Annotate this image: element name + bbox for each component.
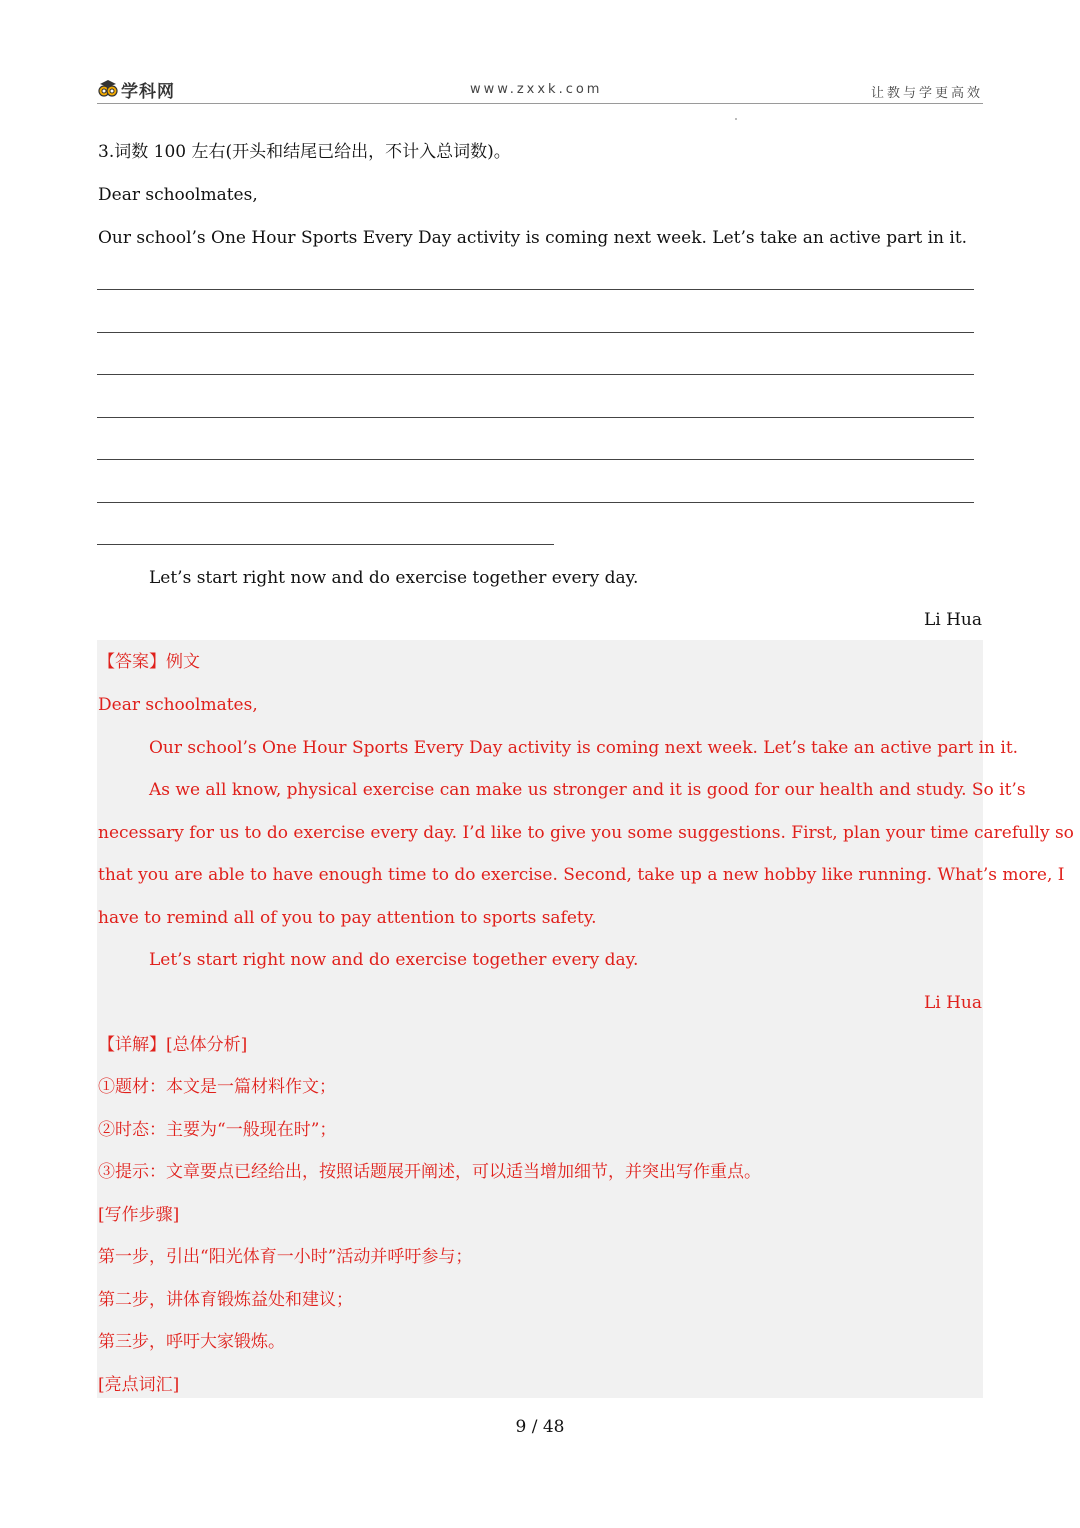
analysis-item-2: ②时态：主要为“一般现在时”； xyxy=(98,1120,337,1140)
vocab-label: [亮点词汇] xyxy=(98,1375,180,1395)
page-number: 9 / 48 xyxy=(515,1417,565,1437)
answer-paragraph-1: Our school’s One Hour Sports Every Day activity is coming next week. Let’s take an active part in it. xyxy=(149,738,1019,758)
answer-blank-line xyxy=(97,459,974,460)
answer-paragraph-3: Let’s start right now and do exercise together every day. xyxy=(149,950,639,970)
logo-text: 学科网 xyxy=(121,81,175,102)
scan-dot xyxy=(735,118,737,120)
answer-blank-line xyxy=(97,544,554,545)
answer-blank-line xyxy=(97,374,974,375)
site-url[interactable]: www.zxxk.com xyxy=(470,82,603,97)
analysis-item-1: ①题材：本文是一篇材料作文； xyxy=(98,1077,336,1097)
analysis-item-3: ③提示：文章要点已经给出，按照话题展开阐述，可以适当增加细节，并突出写作重点。 xyxy=(98,1162,761,1182)
letter-opening: Our school’s One Hour Sports Every Day activity is coming next week. Let’s take an active part in it. xyxy=(98,228,968,248)
letter-closing: Let’s start right now and do exercise together every day. xyxy=(149,568,639,588)
header-slogan: 让教与学更高效 xyxy=(870,86,983,101)
answer-paragraph-2-line-4: have to remind all of you to pay attention to sports safety. xyxy=(98,908,597,928)
owl-logo-icon xyxy=(97,78,119,100)
step-1: 第一步，引出“阳光体育一小时”活动并呼吁参与； xyxy=(98,1247,473,1267)
answer-signature: Li Hua xyxy=(923,993,982,1013)
answer-blank-line xyxy=(97,332,974,333)
answer-blank-line xyxy=(97,502,974,503)
answer-paragraph-2-line-3: that you are able to have enough time to do exercise. Second, take up a new hobby like running. What’s more, I xyxy=(98,865,1065,885)
answer-greeting: Dear schoolmates, xyxy=(98,695,258,715)
answer-blank-line xyxy=(97,417,974,418)
step-3: 第三步，呼吁大家锻炼。 xyxy=(98,1332,285,1352)
answer-paragraph-2-line-1: As we all know, physical exercise can make us stronger and it is good for our health and study. So it’s xyxy=(149,780,1026,800)
steps-label: [写作步骤] xyxy=(98,1205,180,1225)
writing-requirement: 3.词数 100 左右(开头和结尾已给出，不计入总词数)。 xyxy=(98,142,511,162)
answer-paragraph-2-line-2: necessary for us to do exercise every day. I’d like to give you some suggestions. First, plan your time carefully so xyxy=(98,823,1074,843)
letter-signature: Li Hua xyxy=(923,610,982,630)
analysis-label: 【详解】[总体分析] xyxy=(98,1035,248,1055)
answer-label: 【答案】例文 xyxy=(98,652,200,672)
logo xyxy=(97,77,175,101)
letter-greeting: Dear schoolmates, xyxy=(98,185,258,205)
step-2: 第二步，讲体育锻炼益处和建议； xyxy=(98,1290,353,1310)
answer-blank-line xyxy=(97,289,974,290)
page-header xyxy=(97,70,983,104)
